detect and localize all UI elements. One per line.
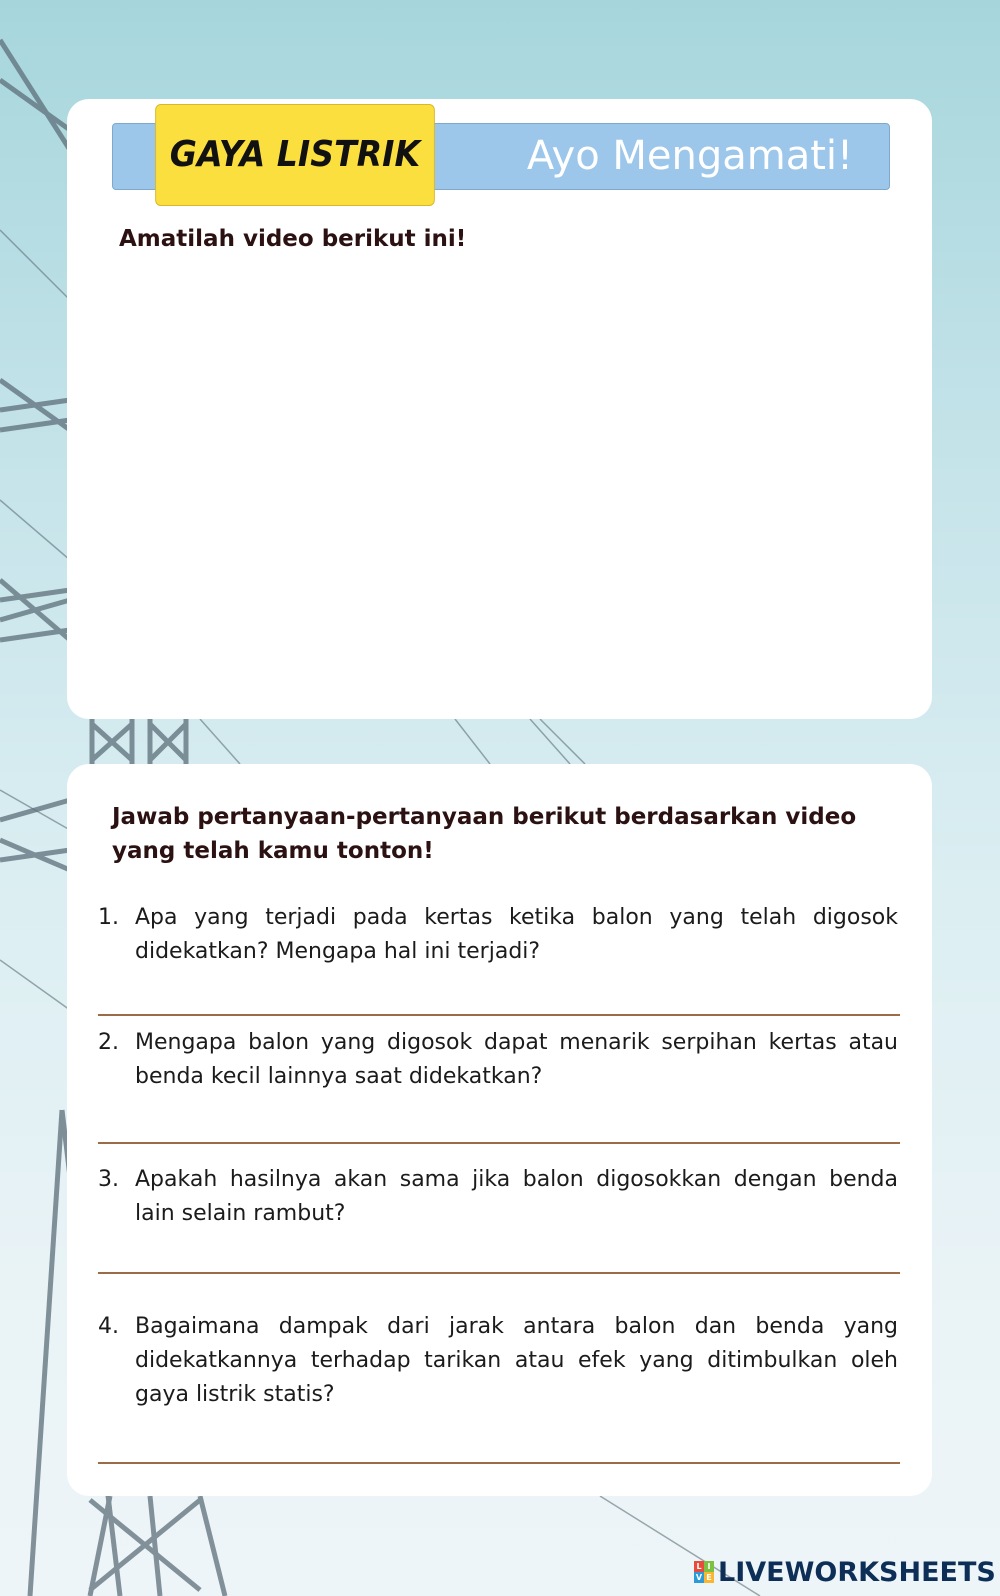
answer-field-2[interactable] bbox=[98, 1104, 904, 1146]
question-number: 2. bbox=[98, 1030, 119, 1055]
liveworksheets-logo-icon: L I V E bbox=[694, 1561, 714, 1583]
question-number: 3. bbox=[98, 1167, 119, 1192]
answer-line-3 bbox=[98, 1272, 900, 1274]
question-text: Bagaimana dampak dari jarak antara balon dan benda yang didekatkannya terhadap tarikan atau efek yang ditimbulkan oleh gaya listrik statis? bbox=[135, 1314, 898, 1407]
questions-intro: Jawab pertanyaan-pertanyaan berikut berdasarkan video yang telah kamu tonton! bbox=[112, 804, 857, 864]
question-4 bbox=[98, 1310, 898, 1412]
header-subtitle: Ayo Mengamati! bbox=[526, 133, 854, 179]
answer-field-4[interactable] bbox=[98, 1422, 904, 1464]
question-text: Apa yang terjadi pada kertas ketika balon yang telah digosok didekatkan? Mengapa hal ini terjadi? bbox=[135, 905, 898, 964]
page-title: GAYA LISTRIK bbox=[155, 104, 435, 206]
question-3 bbox=[98, 1163, 898, 1231]
question-text: Mengapa balon yang digosok dapat menarik serpihan kertas atau benda kecil lainnya saat didekatkan? bbox=[135, 1030, 898, 1089]
liveworksheets-logo-text: LIVEWORKSHEETS bbox=[718, 1556, 996, 1588]
answer-line-1 bbox=[98, 1014, 900, 1016]
video-embed-area[interactable] bbox=[112, 270, 888, 690]
liveworksheets-logo bbox=[694, 1555, 996, 1589]
question-number: 4. bbox=[98, 1314, 119, 1339]
answer-line-4 bbox=[98, 1462, 900, 1464]
answer-field-3[interactable] bbox=[98, 1234, 904, 1276]
question-text: Apakah hasilnya akan sama jika balon digosokkan dengan benda lain selain rambut? bbox=[135, 1167, 898, 1226]
question-1 bbox=[98, 901, 898, 969]
answer-field-1[interactable] bbox=[98, 976, 904, 1018]
question-2 bbox=[98, 1026, 898, 1094]
question-number: 1. bbox=[98, 905, 119, 930]
video-instruction: Amatilah video berikut ini! bbox=[119, 226, 467, 252]
answer-line-2 bbox=[98, 1142, 900, 1144]
